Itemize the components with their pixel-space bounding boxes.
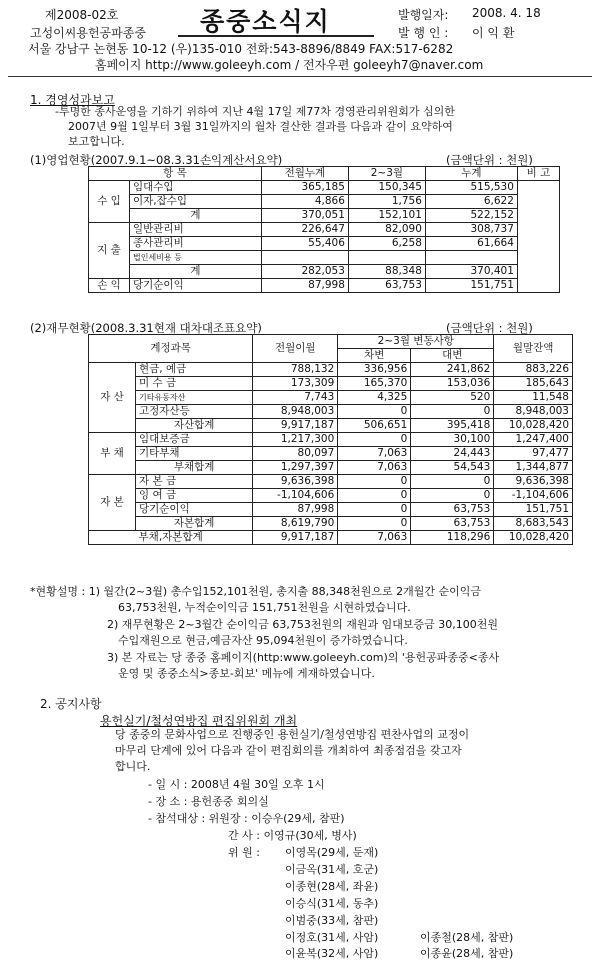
cell-value: 226,647 bbox=[261, 223, 348, 237]
issue-date-label: 발행일자: bbox=[398, 8, 449, 22]
title-underline bbox=[178, 35, 374, 37]
cell-value: 10,028,420 bbox=[494, 531, 573, 545]
table-row bbox=[89, 181, 560, 195]
cell-value: 153,036 bbox=[411, 377, 494, 391]
section1-intro-3: 보고합니다. bbox=[68, 135, 125, 148]
row-label: 기타유동자산 bbox=[136, 391, 253, 405]
cell-value: 336,956 bbox=[338, 363, 411, 377]
cell-value: 80,097 bbox=[253, 447, 338, 461]
cell-value: 520 bbox=[411, 391, 494, 405]
cell-value: 515,530 bbox=[425, 181, 517, 195]
cell-value: 7,063 bbox=[338, 531, 411, 545]
row-group-label: 수 입 bbox=[89, 181, 130, 223]
cell-value: 506,651 bbox=[338, 419, 411, 433]
row-label: 잉 여 금 bbox=[136, 489, 253, 503]
issue-date: 2008. 4. 18 bbox=[472, 6, 541, 20]
table-row bbox=[89, 237, 560, 251]
cell-value bbox=[261, 251, 348, 265]
table-row bbox=[89, 265, 560, 279]
table2-header-changes: 2~3월 변동사항 bbox=[338, 335, 494, 349]
table2-header-credit: 대변 bbox=[411, 349, 494, 363]
cell-value: 365,185 bbox=[261, 181, 348, 195]
cell-value: 82,090 bbox=[348, 223, 425, 237]
cell-value: 1,247,400 bbox=[494, 433, 573, 447]
row-label: 자 본 금 bbox=[136, 475, 253, 489]
table-row bbox=[89, 419, 573, 433]
table-row bbox=[89, 209, 560, 223]
cell-value: 9,636,398 bbox=[253, 475, 338, 489]
row-label: 고정자산등 bbox=[136, 405, 253, 419]
cell-value: 87,998 bbox=[261, 279, 348, 293]
cell-value: 6,622 bbox=[425, 195, 517, 209]
section2-body-1: 당 종중의 문화사업으로 진행중인 용헌실기/철성연방집 편찬사업의 교정이 bbox=[115, 728, 470, 741]
table1-header-period: 2~3월 bbox=[348, 167, 425, 181]
note-line: 수입재원으로 현금,예금자산 95,094천원이 증가하였습니다. bbox=[118, 634, 408, 647]
cell-value: 0 bbox=[338, 475, 411, 489]
balance-sheet-table bbox=[88, 334, 573, 545]
cell-value: 883,226 bbox=[494, 363, 573, 377]
note-line: *현황설명 : 1) 월간(2~3월) 총수입152,101천원, 총지출 88,348천원으로 2개월간 순이익금 bbox=[30, 585, 482, 598]
table-row bbox=[89, 475, 573, 489]
cell-value: 8,948,003 bbox=[253, 405, 338, 419]
row-label: 이자,잡수입 bbox=[130, 195, 262, 209]
table-row bbox=[89, 447, 573, 461]
table-row bbox=[89, 517, 573, 531]
publisher-org: 고성이씨용헌공파종중 bbox=[30, 26, 146, 40]
cell-value: 63,753 bbox=[411, 503, 494, 517]
section1-heading: 1. 경영성과보고 bbox=[30, 93, 115, 107]
cell-value: 4,325 bbox=[338, 391, 411, 405]
member-item: 이종윤(28세, 참판) bbox=[420, 947, 514, 960]
cell-value: 0 bbox=[411, 489, 494, 503]
web-line: 홈페이지 http://www.goleeyh.com / 전자우편 goleeyh7@naver.com bbox=[95, 58, 484, 72]
row-label: 당기순이익 bbox=[130, 279, 262, 293]
table1-caption: (1)영업현황(2007.9.1~08.3.31손익계산서요약) bbox=[30, 153, 283, 167]
cell-value: 1,344,877 bbox=[494, 461, 573, 475]
table-row bbox=[89, 195, 560, 209]
member-item: 이승식(31세, 동추) bbox=[285, 897, 379, 910]
row-label: 임대보증금 bbox=[136, 433, 253, 447]
cell-value: 7,063 bbox=[338, 461, 411, 475]
cell-value: 24,443 bbox=[411, 447, 494, 461]
row-label: 계 bbox=[130, 265, 262, 279]
publisher-label: 발 행 인 : bbox=[398, 26, 449, 40]
cell-value: 63,753 bbox=[411, 517, 494, 531]
row-label: 미 수 금 bbox=[136, 377, 253, 391]
table-row bbox=[89, 503, 573, 517]
table2-header-account: 계정과목 bbox=[89, 335, 253, 363]
cell-value: 151,751 bbox=[494, 503, 573, 517]
cell-value: 8,683,543 bbox=[494, 517, 573, 531]
cell-value: 370,051 bbox=[261, 209, 348, 223]
cell-value: 370,401 bbox=[425, 265, 517, 279]
row-label: 기타부채 bbox=[136, 447, 253, 461]
cell-value: 61,664 bbox=[425, 237, 517, 251]
cell-value: 0 bbox=[338, 433, 411, 447]
section2-subheading: 용헌실기/철성연방집 편집위원회 개최 bbox=[100, 714, 298, 728]
table1-header-prev: 전월누계 bbox=[261, 167, 348, 181]
table2-unit: (금액단위 : 천원) bbox=[446, 321, 533, 335]
table2-header-debit: 차변 bbox=[338, 349, 411, 363]
header-divider bbox=[8, 76, 592, 77]
income-statement-table bbox=[88, 166, 560, 293]
note-line: 운영 및 종중소식>종보-회보' 메뉴에 게재하였습니다. bbox=[118, 667, 375, 680]
cell-value bbox=[348, 251, 425, 265]
row-label: 임대수입 bbox=[130, 181, 262, 195]
row-label: 종사관리비 bbox=[130, 237, 262, 251]
row-group-label: 지 출 bbox=[89, 223, 130, 279]
row-label: 부채합계 bbox=[136, 461, 253, 475]
cell-value: -1,104,606 bbox=[494, 489, 573, 503]
table1-header-note: 비 고 bbox=[517, 167, 559, 181]
cell-value: 1,217,300 bbox=[253, 433, 338, 447]
cell-value: 395,418 bbox=[411, 419, 494, 433]
meeting-place: - 장 소 : 용헌종중 회의실 bbox=[148, 795, 269, 808]
section2-body-2: 마무리 단계에 있어 다음과 같이 편집회의를 개최하여 최종점검을 갖고자 bbox=[115, 744, 462, 757]
member-item: 이정호(31세, 사암) bbox=[285, 931, 379, 944]
cell-value: 97,477 bbox=[494, 447, 573, 461]
table1-header-total: 누계 bbox=[425, 167, 517, 181]
table-row bbox=[89, 251, 560, 265]
member-item: 이윤복(32세, 사암) bbox=[285, 947, 379, 960]
cell-value: 1,756 bbox=[348, 195, 425, 209]
cell-value: 6,258 bbox=[348, 237, 425, 251]
cell-value: 0 bbox=[338, 405, 411, 419]
cell-value: 150,345 bbox=[348, 181, 425, 195]
publisher-name: 이 익 환 bbox=[472, 26, 515, 40]
member-item: 이종현(28세, 좌윤) bbox=[285, 880, 379, 893]
section1-intro-1: -투명한 종사운영을 기하기 위하여 지난 4월 17일 제77차 경영관리위원회가 심의한 bbox=[55, 105, 455, 118]
row-label: 부채,자본합계 bbox=[89, 531, 253, 545]
table-row bbox=[89, 433, 573, 447]
cell-value: 282,053 bbox=[261, 265, 348, 279]
cell-value: 8,619,790 bbox=[253, 517, 338, 531]
cell-value: 241,862 bbox=[411, 363, 494, 377]
cell-value: 7,743 bbox=[253, 391, 338, 405]
row-label: 계 bbox=[130, 209, 262, 223]
cell-value: 4,866 bbox=[261, 195, 348, 209]
row-group-label: 자 본 bbox=[89, 475, 136, 531]
cell-value: 11,548 bbox=[494, 391, 573, 405]
members-label: 위 원 : bbox=[228, 846, 260, 859]
cell-value: 7,063 bbox=[338, 447, 411, 461]
table1-header-item: 항 목 bbox=[89, 167, 262, 181]
section2-heading: 2. 공지사항 bbox=[40, 697, 102, 711]
cell-value: 165,370 bbox=[338, 377, 411, 391]
table-row bbox=[89, 489, 573, 503]
meeting-secretary: 간 사 : 이영규(30세, 병사) bbox=[228, 829, 357, 842]
row-label: 일반관리비 bbox=[130, 223, 262, 237]
note-line: 2) 재무현황은 2~3월간 순이익금 63,753천원의 재원과 임대보증금 30,100천원 bbox=[107, 618, 498, 631]
cell-value: -1,104,606 bbox=[253, 489, 338, 503]
table-row bbox=[89, 405, 573, 419]
cell-value: 30,100 bbox=[411, 433, 494, 447]
cell-value: 88,348 bbox=[348, 265, 425, 279]
cell-value: 118,296 bbox=[411, 531, 494, 545]
cell-value: 8,948,003 bbox=[494, 405, 573, 419]
section1-intro-2: 2007년 9월 1일부터 3월 31일까지의 월차 결산한 결과를 다음과 같이 요약하여 bbox=[68, 120, 453, 133]
member-item: 이종철(28세, 참판) bbox=[420, 931, 514, 944]
table-row bbox=[89, 363, 573, 377]
table1-unit: (금액단위 : 천원) bbox=[446, 153, 533, 167]
row-label: 법인세비용 등 bbox=[130, 251, 262, 265]
cell-value: 308,737 bbox=[425, 223, 517, 237]
cell-value: 522,152 bbox=[425, 209, 517, 223]
meeting-date: - 일 시 : 2008년 4월 30일 오후 1시 bbox=[148, 778, 325, 791]
member-item: 이범중(33세, 참판) bbox=[285, 914, 379, 927]
row-label: 자산합계 bbox=[136, 419, 253, 433]
cell-value: 788,132 bbox=[253, 363, 338, 377]
meeting-attendees: - 참석대상 : 위원장 : 이승우(29세, 참판) bbox=[148, 812, 345, 825]
address-line: 서울 강남구 논현동 10-12 (우)135-010 전화:543-8896/8849 FAX:517-6282 bbox=[28, 42, 454, 56]
table-row bbox=[89, 461, 573, 475]
cell-value: 55,406 bbox=[261, 237, 348, 251]
member-item: 이금옥(31세, 호군) bbox=[285, 863, 379, 876]
cell-value: 0 bbox=[338, 503, 411, 517]
table-row bbox=[89, 223, 560, 237]
cell-value: 185,643 bbox=[494, 377, 573, 391]
table2-caption: (2)재무현황(2008.3.31현재 대차대조표요약) bbox=[30, 321, 262, 335]
cell-value: 0 bbox=[411, 475, 494, 489]
row-group-label: 부 채 bbox=[89, 433, 136, 475]
row-group-label: 손 익 bbox=[89, 279, 130, 293]
cell-value: 10,028,420 bbox=[494, 419, 573, 433]
cell-value: 63,753 bbox=[348, 279, 425, 293]
table2-header-prev: 전월이월 bbox=[253, 335, 338, 363]
cell-value: 9,917,187 bbox=[253, 531, 338, 545]
table-row bbox=[89, 531, 573, 545]
member-item: 이영목(29세, 둔재) bbox=[285, 846, 379, 859]
cell-value: 0 bbox=[338, 489, 411, 503]
row-group-label: 자 산 bbox=[89, 363, 136, 433]
newsletter-title: 종중소식지 bbox=[200, 7, 331, 36]
note-cell bbox=[517, 181, 559, 293]
cell-value bbox=[425, 251, 517, 265]
cell-value: 9,917,187 bbox=[253, 419, 338, 433]
cell-value: 1,297,397 bbox=[253, 461, 338, 475]
cell-value: 9,636,398 bbox=[494, 475, 573, 489]
table-row bbox=[89, 391, 573, 405]
cell-value: 0 bbox=[411, 405, 494, 419]
cell-value: 173,309 bbox=[253, 377, 338, 391]
note-line: 63,753천원, 누적순이익금 151,751천원을 시현하였습니다. bbox=[118, 601, 411, 614]
note-line: 3) 본 자료는 당 종중 홈페이지(http:www.goleeyh.com)의 '용헌공파종중<종사 bbox=[107, 651, 500, 664]
table-row bbox=[89, 377, 573, 391]
row-label: 자본합계 bbox=[136, 517, 253, 531]
issue-number: 제2008-02호 bbox=[45, 8, 119, 22]
row-label: 현금, 예금 bbox=[136, 363, 253, 377]
row-label: 당기순이익 bbox=[136, 503, 253, 517]
cell-value: 87,998 bbox=[253, 503, 338, 517]
table-row bbox=[89, 279, 560, 293]
table2-header-end: 월말잔액 bbox=[494, 335, 573, 363]
cell-value: 151,751 bbox=[425, 279, 517, 293]
section2-body-3: 합니다. bbox=[115, 760, 151, 773]
cell-value: 152,101 bbox=[348, 209, 425, 223]
cell-value: 54,543 bbox=[411, 461, 494, 475]
cell-value: 0 bbox=[338, 517, 411, 531]
